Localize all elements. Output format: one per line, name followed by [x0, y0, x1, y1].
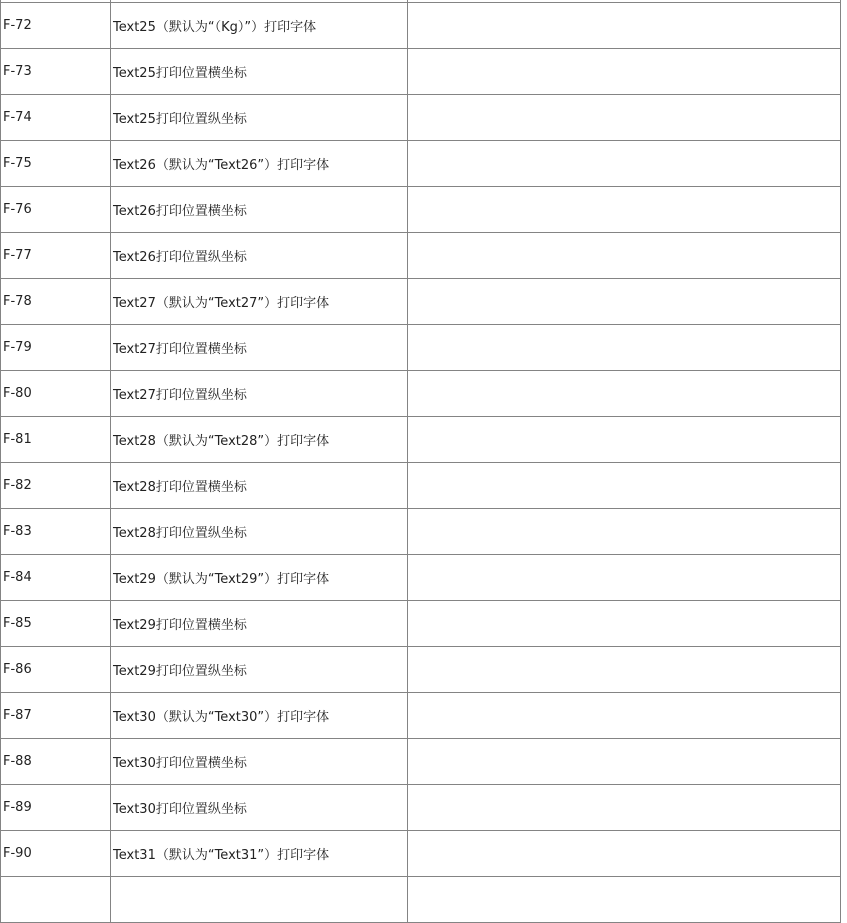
description-cell: [111, 877, 408, 923]
table-row: [1, 325, 841, 371]
table-row: [1, 785, 841, 831]
description-cell: Text27打印位置横坐标: [111, 325, 408, 371]
value-cell: [408, 785, 841, 831]
value-cell: [408, 95, 841, 141]
description-cell: Text29（默认为“Text29”）打印字体: [111, 555, 408, 601]
table-row: [1, 95, 841, 141]
description-cell: Text25（默认为“（Kg）”）打印字体: [111, 3, 408, 49]
code-cell: F-79: [1, 325, 111, 371]
description-cell: Text29打印位置横坐标: [111, 601, 408, 647]
code-cell: F-89: [1, 785, 111, 831]
value-cell: [408, 141, 841, 187]
code-cell: F-83: [1, 509, 111, 555]
value-cell: [408, 647, 841, 693]
code-cell: F-86: [1, 647, 111, 693]
table-row: [1, 509, 841, 555]
table-body: [1, 0, 841, 923]
value-cell: [408, 693, 841, 739]
table-row: [1, 49, 841, 95]
table-row: [1, 233, 841, 279]
code-cell: F-72: [1, 3, 111, 49]
value-cell: [408, 233, 841, 279]
description-cell: Text27（默认为“Text27”）打印字体: [111, 279, 408, 325]
table-row: [1, 371, 841, 417]
value-cell: [408, 187, 841, 233]
code-cell: F-85: [1, 601, 111, 647]
table-row: [1, 3, 841, 49]
value-cell: [408, 49, 841, 95]
description-cell: Text26（默认为“Text26”）打印字体: [111, 141, 408, 187]
table-row: [1, 463, 841, 509]
code-cell: F-81: [1, 417, 111, 463]
value-cell: [408, 325, 841, 371]
description-cell: Text25打印位置纵坐标: [111, 95, 408, 141]
code-cell: F-74: [1, 95, 111, 141]
description-cell: Text27打印位置纵坐标: [111, 371, 408, 417]
table-row-partial-bottom: [1, 877, 841, 923]
value-cell: [408, 509, 841, 555]
code-cell: F-76: [1, 187, 111, 233]
value-cell: [408, 463, 841, 509]
table-row: [1, 831, 841, 877]
table-row: [1, 555, 841, 601]
value-cell: [408, 877, 841, 923]
table-row: [1, 141, 841, 187]
value-cell: [408, 371, 841, 417]
code-cell: F-80: [1, 371, 111, 417]
code-cell: F-90: [1, 831, 111, 877]
description-cell: Text26打印位置纵坐标: [111, 233, 408, 279]
table-row: [1, 647, 841, 693]
description-cell: Text28打印位置纵坐标: [111, 509, 408, 555]
code-cell: [1, 877, 111, 923]
description-cell: Text30打印位置纵坐标: [111, 785, 408, 831]
code-cell: F-84: [1, 555, 111, 601]
description-cell: Text28（默认为“Text28”）打印字体: [111, 417, 408, 463]
value-cell: [408, 601, 841, 647]
code-cell: F-77: [1, 233, 111, 279]
description-cell: Text29打印位置纵坐标: [111, 647, 408, 693]
table-row: [1, 417, 841, 463]
table-row: [1, 187, 841, 233]
table-row: [1, 279, 841, 325]
description-cell: Text28打印位置横坐标: [111, 463, 408, 509]
table-row: [1, 693, 841, 739]
table-row: [1, 601, 841, 647]
value-cell: [408, 831, 841, 877]
value-cell: [408, 739, 841, 785]
value-cell: [408, 417, 841, 463]
code-cell: F-87: [1, 693, 111, 739]
description-cell: Text26打印位置横坐标: [111, 187, 408, 233]
table-row: [1, 739, 841, 785]
description-cell: Text30（默认为“Text30”）打印字体: [111, 693, 408, 739]
description-cell: Text30打印位置横坐标: [111, 739, 408, 785]
description-cell: Text25打印位置横坐标: [111, 49, 408, 95]
description-cell: Text31（默认为“Text31”）打印字体: [111, 831, 408, 877]
code-cell: F-75: [1, 141, 111, 187]
code-cell: F-82: [1, 463, 111, 509]
code-cell: F-78: [1, 279, 111, 325]
value-cell: [408, 279, 841, 325]
value-cell: [408, 555, 841, 601]
code-cell: F-73: [1, 49, 111, 95]
value-cell: [408, 3, 841, 49]
code-cell: F-88: [1, 739, 111, 785]
